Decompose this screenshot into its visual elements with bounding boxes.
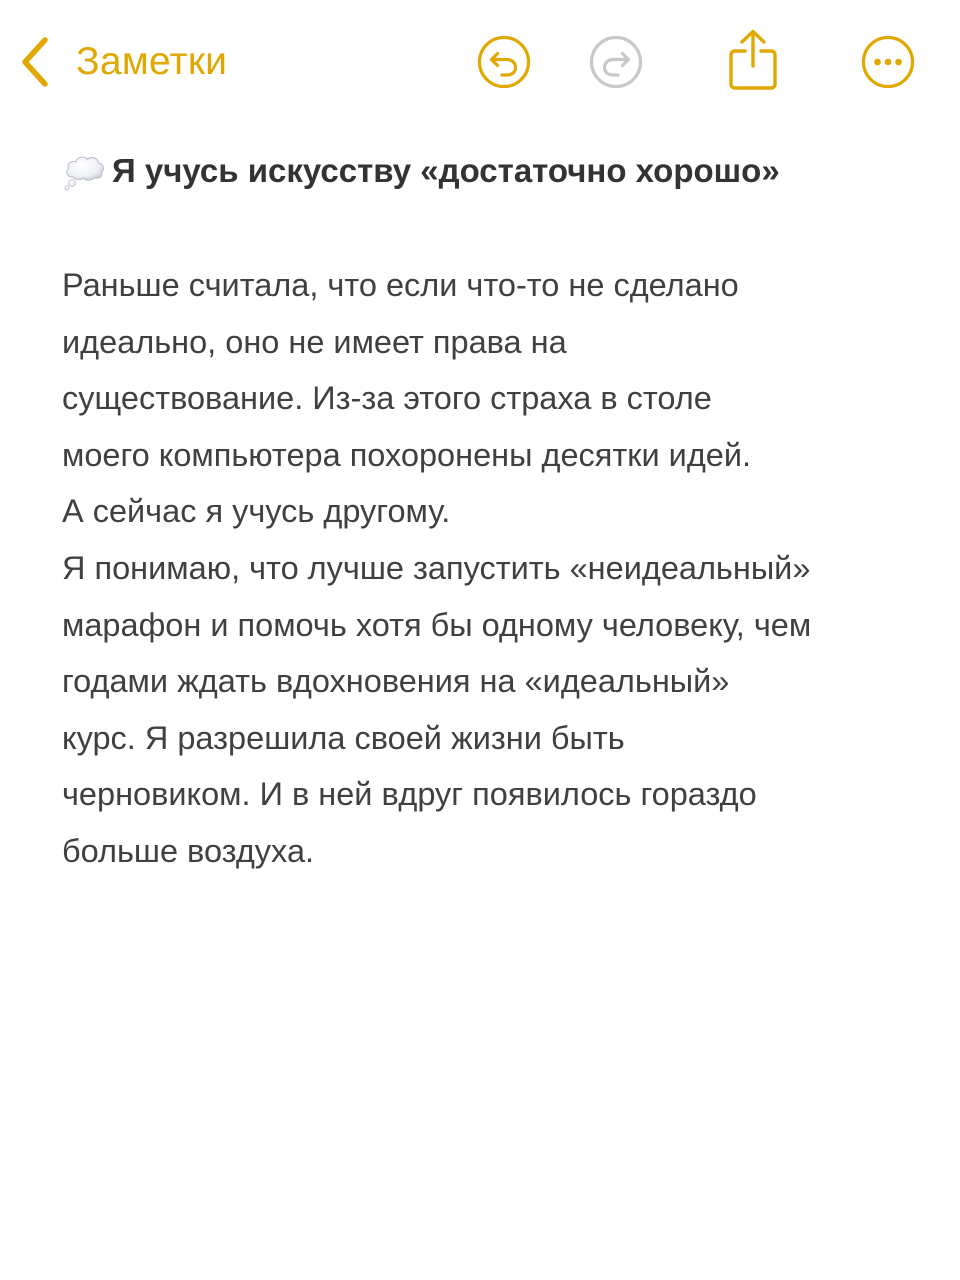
back-label: Заметки: [76, 40, 228, 83]
note-line: Раньше считала, что если что-то не сделано: [62, 267, 739, 303]
note-line: годами ждать вдохновения на «идеальный»: [62, 663, 730, 700]
note-line: А сейчас я учусь другому.: [62, 493, 451, 530]
thought-balloon-icon: [62, 151, 108, 191]
note-title: [62, 140, 922, 202]
note-content[interactable]: [62, 140, 922, 880]
share-icon: [725, 28, 781, 92]
note-body: [62, 257, 922, 880]
undo-icon: [476, 34, 532, 90]
note-line: больше воздуха.: [62, 832, 315, 869]
undo-button[interactable]: [476, 34, 532, 90]
note-line: черновиком. И в ней вдруг появилось гораздо: [62, 776, 757, 813]
share-button[interactable]: [725, 28, 781, 92]
redo-button[interactable]: [588, 34, 644, 90]
note-title-text: Я учусь искусству «достаточно хорошо»: [112, 152, 780, 189]
chevron-left-icon: [18, 34, 54, 90]
more-icon: [860, 34, 916, 90]
note-line: идеально, оно не имеет права на: [62, 323, 567, 360]
note-line: курс. Я разрешила своей жизни быть: [62, 719, 625, 756]
back-button[interactable]: [18, 34, 227, 90]
note-line: марафон и помочь хотя бы одному человеку, чем: [62, 606, 812, 643]
note-line: моего компьютера похоронены десятки идей.: [62, 436, 752, 473]
more-button[interactable]: [860, 34, 916, 90]
note-line: Я понимаю, что лучше запустить «неидеальный»: [62, 549, 811, 586]
redo-icon: [588, 34, 644, 90]
navigation-bar: [0, 0, 960, 124]
note-line: существование. Из-за этого страха в столе: [62, 380, 712, 417]
